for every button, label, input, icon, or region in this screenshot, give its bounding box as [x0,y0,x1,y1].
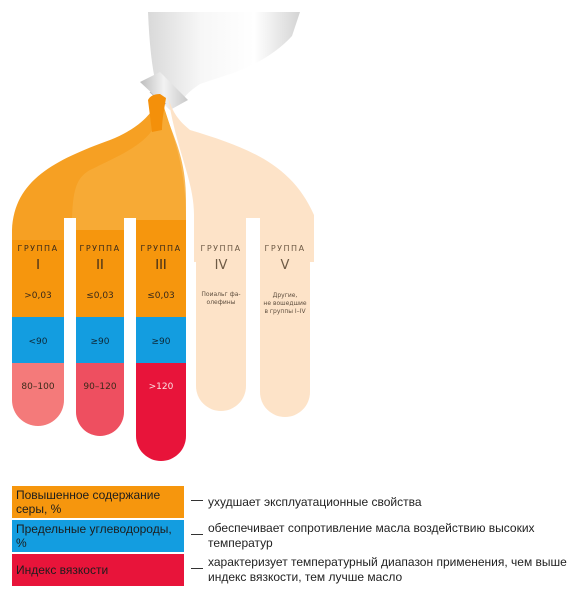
legend-row-viscosity [12,554,572,586]
group-ii-label: ГРУППА [79,244,121,253]
group-iv-label: ГРУППА [200,244,242,253]
group-v-numeral: V [280,258,290,273]
group-iv-note-line-1: Поиальг фа- [201,291,241,298]
legend-label-viscosity: Индекс вязкости [16,563,109,577]
group-i-label: ГРУППА [17,244,59,253]
group-v-note-line-1: Другие, [272,292,298,299]
legend-swatch-saturates [12,520,184,552]
legend-swatch-viscosity [12,554,184,586]
group-iii-numeral: III [155,258,167,273]
group-ii-sulfur: ≤0,03 [86,291,114,301]
group-i-viscosity: 80–100 [21,382,55,392]
group-ii-viscosity: 90–120 [83,382,117,392]
legend-row-saturates [12,520,572,552]
group-v-note-line-3: в группы I–IV [264,308,306,315]
group-i-saturates: <90 [28,337,48,347]
legend-dash [191,500,203,501]
legend-description-sulfur: ухудшает эксплуатационные свойства [208,494,422,509]
group-iv-note-line-2: олефины [206,299,236,306]
legend-dash [191,568,203,569]
group-ii-saturates: ≥90 [90,337,110,347]
legend-label-saturates: Предельные углеводороды, % [16,522,172,550]
legend-description-saturates: обеспечивает сопротивление масла воздействию высоких температур [208,521,535,550]
group-iii-sulfur: ≤0,03 [147,291,175,301]
group-v-note-line-2: не вошедшие [263,300,307,307]
group-v-label: ГРУППА [264,244,306,253]
group-iv-numeral: IV [214,258,228,273]
legend-row-sulfur [12,486,572,518]
group-i-sulfur: >0,03 [24,291,52,301]
group-iii-viscosity: >120 [148,382,174,392]
group-iii-saturates: ≥90 [151,337,171,347]
legend-dash [191,534,203,535]
legend-swatch-sulfur [12,486,184,518]
group-iii-label: ГРУППА [140,244,182,253]
group-i-numeral: I [36,258,40,273]
pale-oil-stream [168,96,314,418]
legend-label-sulfur: Повышенное содержание серы, % [16,488,161,516]
group-ii-numeral: II [96,258,104,273]
legend-description-viscosity: характеризует температурный диапазон применения, чем выше индекс вязкости, тем лучше масло [208,555,567,584]
oil-bottle-illustration [140,12,300,110]
